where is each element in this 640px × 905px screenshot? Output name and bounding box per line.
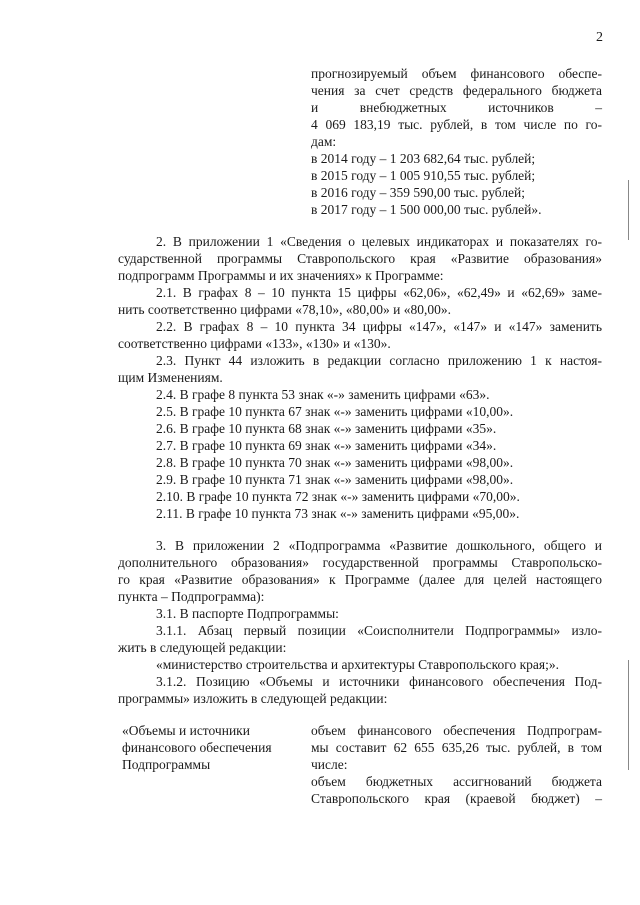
top-block-line: и внебюджетных источников – — [311, 100, 602, 115]
top-block-line: дам: — [311, 134, 337, 149]
body-line: 2.3. Пункт 44 изложить в редакции согласно приложению 1 к настоя- — [156, 353, 602, 368]
top-block-line: в 2014 году – 1 203 682,64 тыс. рублей; — [311, 151, 536, 166]
body-line: 2. В приложении 1 «Сведения о целевых индикаторах и показателях го- — [156, 234, 602, 249]
table-left-line: финансового обеспечения — [122, 740, 272, 755]
body-line: 2.6. В графе 10 пункта 68 знак «-» заменить цифрами «35». — [156, 421, 497, 436]
table-left-line: Подпрограммы — [122, 757, 211, 772]
top-block-line: 4 069 183,19 тыс. рублей, в том числе по го- — [311, 117, 602, 132]
top-block-line: прогнозируемый объем финансового обеспе- — [311, 66, 602, 81]
top-block-line: в 2016 году – 359 590,00 тыс. рублей; — [311, 185, 526, 200]
body-line: программы» изложить в следующей редакции: — [118, 691, 388, 706]
top-block-line: в 2015 году – 1 005 910,55 тыс. рублей; — [311, 168, 536, 183]
body-line: 2.9. В графе 10 пункта 71 знак «-» заменить цифрами «98,00». — [156, 472, 514, 487]
scan-artifact — [628, 180, 629, 240]
body-line: 2.2. В графах 8 – 10 пункта 34 цифры «147», «147» и «147» заменить — [156, 319, 602, 334]
body-line: 2.11. В графе 10 пункта 73 знак «-» заменить цифрами «95,00». — [156, 506, 520, 521]
table-right-line: Ставропольского края (краевой бюджет) – — [311, 791, 602, 806]
body-line: 2.10. В графе 10 пункта 72 знак «-» заменить цифрами «70,00». — [156, 489, 520, 504]
body-line: 2.7. В графе 10 пункта 69 знак «-» заменить цифрами «34». — [156, 438, 497, 453]
body-line: подпрограмм Программы и их значениях» к Программе: — [118, 268, 444, 283]
body-line: 3.1.2. Позицию «Объемы и источники финансового обеспечения Под- — [156, 674, 602, 689]
body-line: дополнительного образования» государственной программы Ставропольско- — [118, 555, 602, 570]
top-block-line: в 2017 году – 1 500 000,00 тыс. рублей». — [311, 202, 542, 217]
body-line: 3. В приложении 2 «Подпрограмма «Развитие дошкольного, общего и — [156, 538, 602, 553]
body-line: 2.5. В графе 10 пункта 67 знак «-» заменить цифрами «10,00». — [156, 404, 514, 419]
scan-artifact — [628, 660, 629, 770]
body-line: «министерство строительства и архитектуры Ставропольского края;». — [156, 657, 559, 672]
body-line: 2.1. В графах 8 – 10 пункта 15 цифры «62,06», «62,49» и «62,69» заме- — [156, 285, 602, 300]
table-right-line: объем бюджетных ассигнований бюджета — [311, 774, 602, 789]
table-right-line: числе: — [311, 757, 348, 772]
body-line: соответственно цифрами «133», «130» и «130». — [118, 336, 391, 351]
body-line: го края «Развитие образования» к Программе (далее для целей настоящего — [118, 572, 602, 587]
body-line: 3.1.1. Абзац первый позиции «Соисполнители Подпрограммы» изло- — [156, 623, 602, 638]
body-line: 2.4. В графе 8 пункта 53 знак «-» заменить цифрами «63». — [156, 387, 490, 402]
body-line: сударственной программы Ставропольского края «Развитие образования» — [118, 251, 602, 266]
body-line: пункта – Подпрограмма): — [118, 589, 265, 604]
body-line: нить соответственно цифрами «78,10», «80,00» и «80,00». — [118, 302, 452, 317]
body-line: 2.8. В графе 10 пункта 70 знак «-» заменить цифрами «98,00». — [156, 455, 514, 470]
page-number: 2 — [596, 30, 603, 45]
body-line: жить в следующей редакции: — [118, 640, 287, 655]
top-block-line: чения за счет средств федерального бюджета — [311, 83, 602, 98]
body-line: щим Изменениям. — [118, 370, 223, 385]
table-right-line: мы составит 62 655 635,26 тыс. рублей, в том — [311, 740, 602, 755]
body-line: 3.1. В паспорте Подпрограммы: — [156, 606, 339, 621]
table-left-line: «Объемы и источники — [122, 723, 250, 738]
table-right-line: объем финансового обеспечения Подпрограм- — [311, 723, 602, 738]
